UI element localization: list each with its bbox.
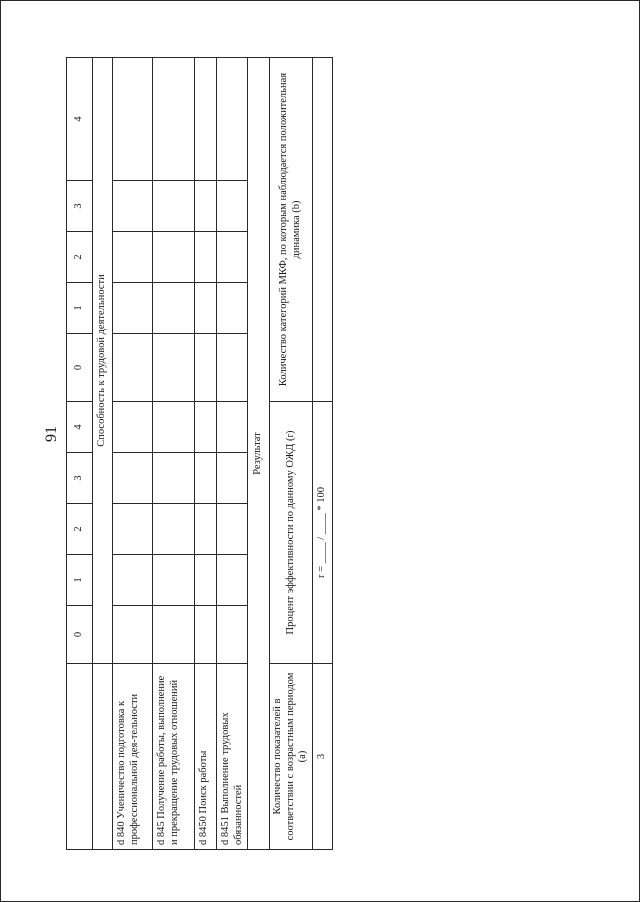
score-cell[interactable]: [113, 181, 153, 232]
indicator-row: [195, 58, 217, 850]
result-dynamics-value[interactable]: [312, 58, 332, 402]
score-cell[interactable]: [153, 504, 195, 555]
score-cell[interactable]: [195, 181, 217, 232]
score-cell[interactable]: [113, 232, 153, 283]
page-number: 91: [43, 426, 60, 442]
scale-value-cell: 3: [67, 181, 93, 232]
score-cell[interactable]: [153, 181, 195, 232]
score-cell[interactable]: [113, 504, 153, 555]
scale-value-cell: 0: [67, 334, 93, 402]
scale-value-cell: 3: [67, 453, 93, 504]
section-empty-cell: [93, 664, 113, 850]
score-cell[interactable]: [195, 334, 217, 402]
score-cell[interactable]: [195, 504, 217, 555]
score-cell[interactable]: [195, 606, 217, 664]
score-cell[interactable]: [217, 402, 248, 453]
score-cell[interactable]: [195, 58, 217, 181]
score-cell[interactable]: [153, 58, 195, 181]
score-cell[interactable]: [153, 453, 195, 504]
score-cell[interactable]: [113, 555, 153, 606]
score-cell[interactable]: [195, 232, 217, 283]
score-cell[interactable]: [113, 402, 153, 453]
section-title-row: [93, 58, 113, 850]
score-cell[interactable]: [217, 606, 248, 664]
scale-value-cell: 0: [67, 606, 93, 664]
scale-value-cell: 2: [67, 232, 93, 283]
score-cell[interactable]: [153, 402, 195, 453]
score-cell[interactable]: [195, 402, 217, 453]
score-cell[interactable]: [217, 58, 248, 181]
assessment-table-sheet: [66, 58, 328, 850]
score-cell[interactable]: [153, 334, 195, 402]
result-title: Результат: [248, 58, 270, 850]
indicator-label: d 840 Ученичество подготовка к профессиональной дея-тельности: [113, 664, 153, 850]
scale-value-cell: 1: [67, 555, 93, 606]
indicator-row: [113, 58, 153, 850]
scale-value-cell: 4: [67, 58, 93, 181]
assessment-table: [66, 57, 333, 850]
score-cell[interactable]: [217, 283, 248, 334]
score-cell[interactable]: [153, 283, 195, 334]
scale-value-cell: 2: [67, 504, 93, 555]
score-cell[interactable]: [195, 453, 217, 504]
header-empty-cell: [67, 664, 93, 850]
result-count-header: Количество показателей в соответствии с возрастным периодом (а): [270, 664, 313, 850]
indicator-label: d 845 Получение работы, выполнение и прекращение трудовых отношений: [153, 664, 195, 850]
score-cell[interactable]: [195, 555, 217, 606]
indicator-label: d 8451 Выполнение трудовых обязанностей: [217, 664, 248, 850]
section-title: Способность к трудовой деятельности: [93, 58, 113, 664]
score-cell[interactable]: [217, 334, 248, 402]
result-percent-header: Процент эффективности по данному ОЖД (r): [270, 402, 313, 664]
score-cell[interactable]: [113, 334, 153, 402]
score-cell[interactable]: [217, 504, 248, 555]
score-cell[interactable]: [217, 181, 248, 232]
score-cell[interactable]: [217, 232, 248, 283]
indicator-label: d 8450 Поиск работы: [195, 664, 217, 850]
score-cell[interactable]: [113, 453, 153, 504]
score-cell[interactable]: [153, 555, 195, 606]
indicator-row: [217, 58, 248, 850]
score-cell[interactable]: [153, 232, 195, 283]
result-formula: r = ____ / ____ * 100: [312, 402, 332, 664]
score-cell[interactable]: [113, 58, 153, 181]
result-header-row: [270, 58, 313, 850]
score-cell[interactable]: [217, 555, 248, 606]
score-cell[interactable]: [113, 606, 153, 664]
result-dynamics-header: Количество категорий МКФ, по которым наблюдается положительная динамика (b): [270, 58, 313, 402]
score-cell[interactable]: [195, 283, 217, 334]
score-cell[interactable]: [153, 606, 195, 664]
scale-value-cell: 4: [67, 402, 93, 453]
result-title-row: [248, 58, 270, 850]
scale-header-row: [67, 58, 93, 850]
scale-value-cell: 1: [67, 283, 93, 334]
score-cell[interactable]: [113, 283, 153, 334]
result-value-row: [312, 58, 332, 850]
indicator-row: [153, 58, 195, 850]
score-cell[interactable]: [217, 453, 248, 504]
result-count-value: 3: [312, 664, 332, 850]
